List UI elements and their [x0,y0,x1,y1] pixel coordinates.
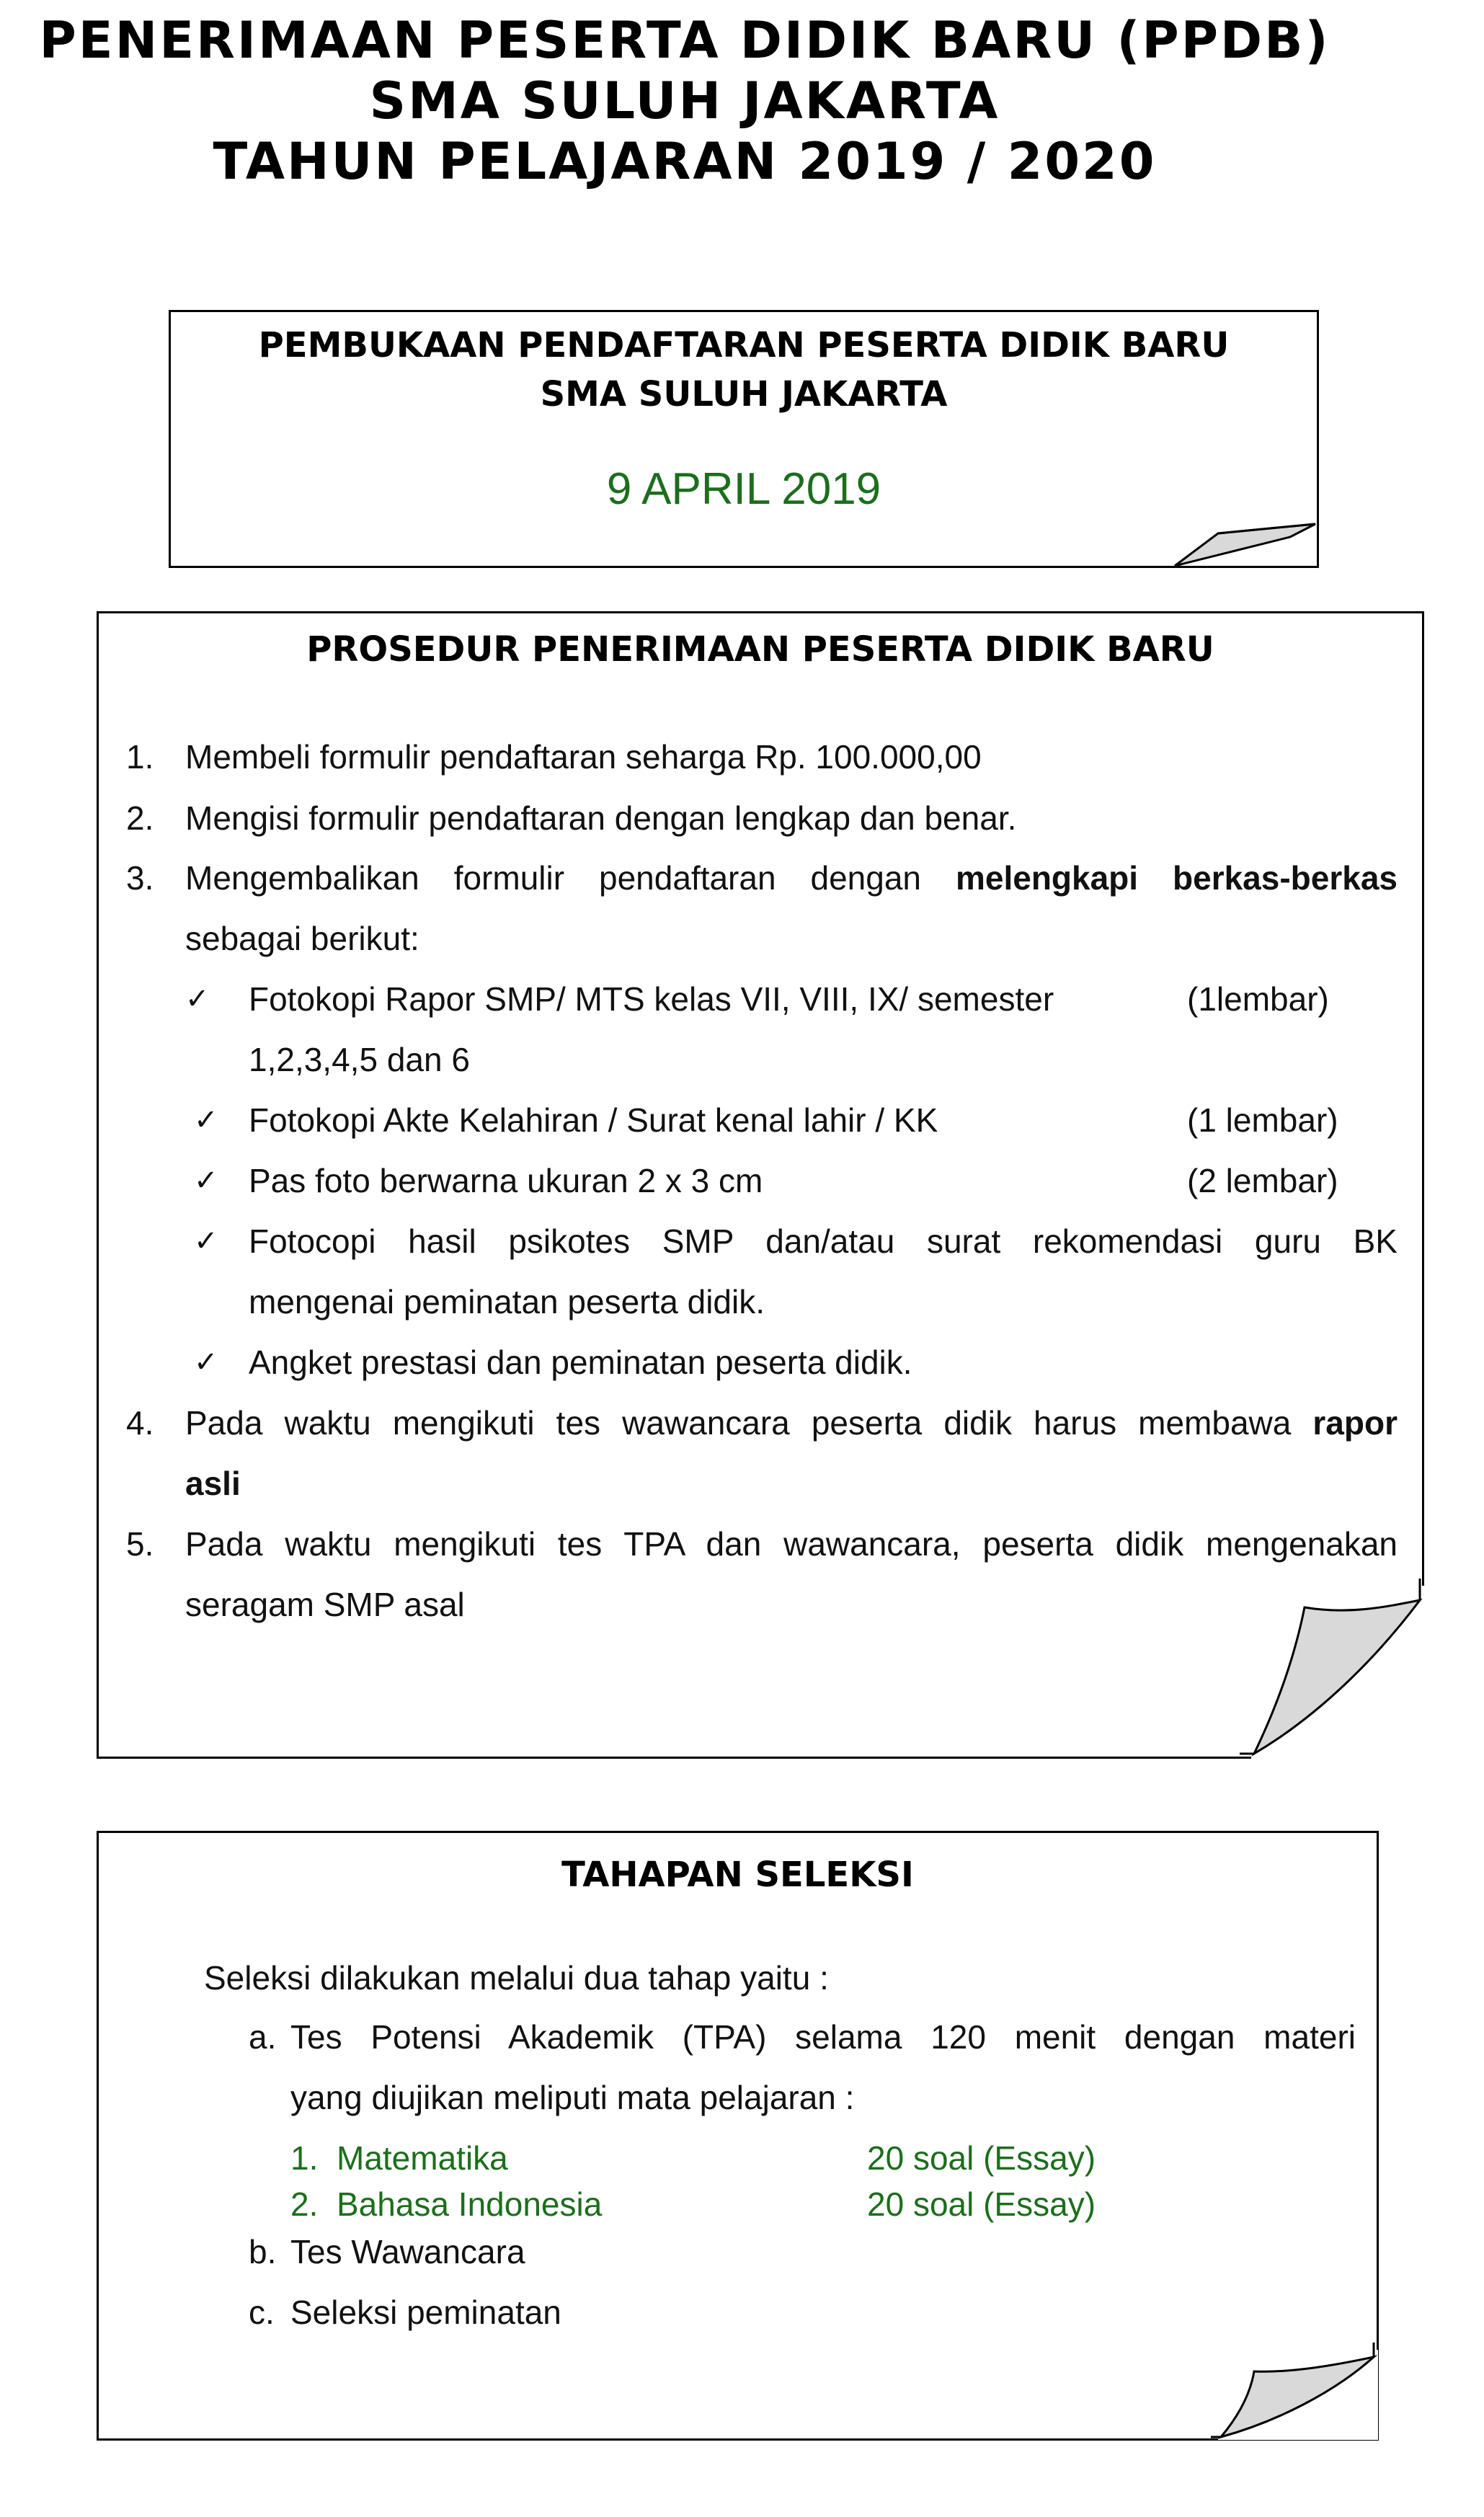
doc-1-qty: (1lembar) [1187,980,1329,1018]
stage-a-letter: a. [249,2018,277,2056]
stage-c-letter: c. [249,2294,275,2331]
header-title-line1: PENERIMAAN PESERTA DIDIK BARU (PPDB) [39,11,1330,70]
doc-3-text: Pas foto berwarna ukuran 2 x 3 cm [249,1162,763,1199]
procedure-item-4-number: 4. [126,1404,154,1442]
subject-1-number: 1. [290,2139,319,2177]
doc-3-qty: (2 lembar) [1187,1162,1338,1199]
page-curl-procedure [1240,1579,1427,1759]
stage-a-text-line2: yang diujikan meliputi mata pelajaran : [290,2079,855,2116]
doc-2-text: Fotokopi Akte Kelahiran / Surat kenal lahir / KK [249,1101,938,1139]
checkmark-icon: ✓ [194,1164,218,1197]
opening-title-line1: PEMBUKAAN PENDAFTARAN PESERTA DIDIK BARU [258,325,1230,365]
subject-2-count: 20 soal (Essay) [867,2185,1096,2223]
procedure-item-1-number: 1. [126,738,154,776]
procedure-item-5-number: 5. [126,1525,154,1563]
subject-1-name: Matematika [337,2139,508,2177]
page-curl-opening [1153,523,1323,569]
checkmark-icon: ✓ [185,982,210,1016]
doc-2-qty: (1 lembar) [1187,1101,1338,1139]
procedure-item-2-number: 2. [126,799,154,837]
procedure-box [97,611,1424,1759]
doc-1-text: Fotokopi Rapor SMP/ MTS kelas VII, VIII, IX/ semester [249,980,1054,1018]
procedure-item-5-line1: Pada waktu mengikuti tes TPA dan wawancara, peserta didik mengenakan [185,1525,1398,1563]
doc-4-text-line2: mengenai peminatan peserta didik. [249,1283,765,1320]
selection-title: TAHAPAN SELEKSI [561,1855,914,1895]
subject-2-name: Bahasa Indonesia [337,2185,603,2223]
procedure-item-4-line2: asli [185,1465,241,1502]
checkmark-icon: ✓ [194,1346,218,1379]
header-title-line2: SMA SULUH JAKARTA [369,71,1000,130]
opening-date: 9 APRIL 2019 [606,464,881,514]
checkmark-icon: ✓ [194,1104,218,1137]
stage-b-text: Tes Wawancara [290,2233,525,2270]
procedure-item-1-text: Membeli formulir pendaftaran seharga Rp. 100.000,00 [185,738,982,776]
subject-1-count: 20 soal (Essay) [867,2139,1096,2177]
procedure-item-2-text: Mengisi formulir pendaftaran dengan lengkap dan benar. [185,799,1017,837]
subject-2-number: 2. [290,2185,319,2223]
opening-box [169,310,1319,568]
procedure-item-3-line1: Mengembalikan formulir pendaftaran dengan melengkapi berkas-berkas [185,859,1398,897]
procedure-item-4-line1: Pada waktu mengikuti tes wawancara peserta didik harus membawa rapor [185,1404,1398,1442]
doc-1-text-line2: 1,2,3,4,5 dan 6 [249,1041,470,1078]
procedure-item-3-line2: sebagai berikut: [185,920,419,957]
procedure-item-3-number: 3. [126,859,154,897]
selection-box [97,1831,1379,2441]
procedure-title: PROSEDUR PENERIMAAN PESERTA DIDIK BARU [306,629,1214,670]
stage-a-text: Tes Potensi Akademik (TPA) selama 120 menit dengan materi [290,2018,1356,2056]
stage-c-text: Seleksi peminatan [290,2294,561,2331]
opening-title-line2: SMA SULUH JAKARTA [540,374,948,414]
procedure-item-5-line2: seragam SMP asal [185,1586,465,1623]
doc-5-text: Angket prestasi dan peminatan peserta didik. [249,1344,912,1381]
stage-b-letter: b. [249,2233,277,2270]
doc-4-text: Fotocopi hasil psikotes SMP dan/atau surat rekomendasi guru BK [249,1222,1398,1260]
page-curl-selection [1211,2343,1380,2443]
checkmark-icon: ✓ [194,1225,218,1258]
selection-intro: Seleksi dilakukan melalui dua tahap yaitu : [204,1959,829,1997]
header-title-line3: TAHUN PELAJARAN 2019 / 2020 [213,132,1157,191]
